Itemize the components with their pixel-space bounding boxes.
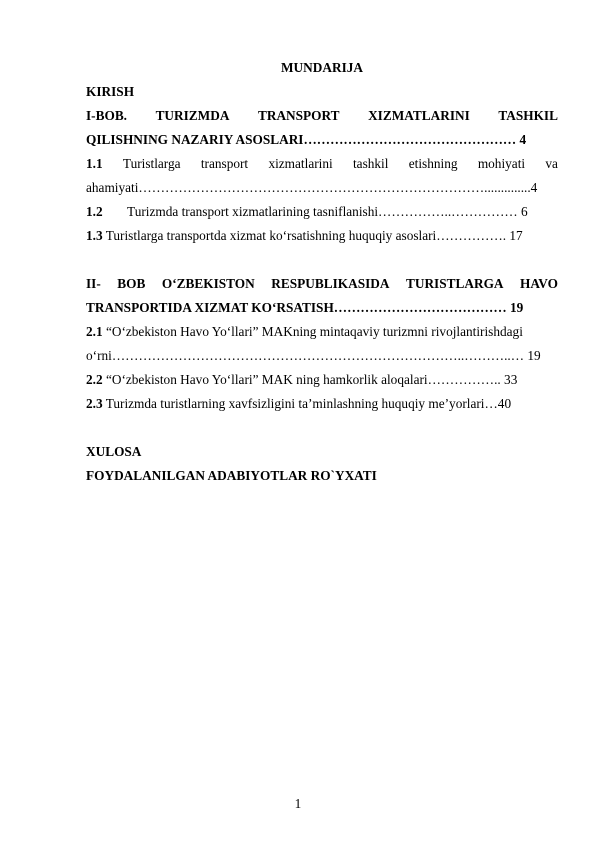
word: BOB — [117, 276, 146, 291]
word: II- — [86, 276, 101, 291]
toc-section-1-1-line2: ahamiyati……………………………………………………………………..............4 — [86, 180, 538, 195]
word: xizmatlarini — [268, 156, 333, 171]
toc-chapter2-line2: TRANSPORTIDA XIZMAT KOʻRSATISH………………………………… 19 — [86, 300, 524, 315]
section-number: 1.1 — [86, 156, 103, 171]
section-title: “Oʻzbekiston Havo Yoʻllari” MAKning mintaqaviy turizmni rivojlantirishdagi — [105, 324, 523, 339]
toc-section-1-1-line1 — [86, 156, 558, 172]
word: TURIZMDA — [155, 108, 230, 123]
word: Turistlarga — [122, 156, 181, 171]
word: XIZMATLARINI — [368, 108, 470, 123]
word: TASHKIL — [498, 108, 558, 123]
word: transport — [200, 156, 249, 171]
toc-section-2-1-line1 — [86, 324, 558, 340]
toc-section-1-2 — [86, 204, 558, 220]
section-number: 1.3 — [86, 228, 103, 243]
word: tashkil — [352, 156, 389, 171]
section-number: 1.2 — [86, 204, 103, 219]
toc-chapter1-line2: QILISHNING NAZARIY ASOSLARI………………………………………… 4 — [86, 132, 527, 147]
word: TRANSPORT — [257, 108, 340, 123]
page-title: MUNDARIJA — [281, 60, 363, 75]
word: I-BOB. — [86, 108, 128, 123]
section-title: “Oʻzbekiston Havo Yoʻllari” MAK ning hamkorlik aloqalari…………….. 33 — [105, 372, 518, 387]
toc-xulosa: XULOSA — [86, 444, 142, 459]
word: va — [545, 156, 558, 171]
word: RESPUBLIKASIDA — [271, 276, 390, 291]
section-title: Turistlarga transportda xizmat koʻrsatishning huquqiy asoslari……………. 17 — [105, 228, 523, 243]
toc-section-2-2 — [86, 372, 558, 388]
word: TURISTLARGA — [405, 276, 504, 291]
section-number: 2.3 — [86, 396, 103, 411]
section-number: 2.2 — [86, 372, 103, 387]
toc-chapter2-line1 — [86, 276, 558, 292]
word: etishning — [408, 156, 458, 171]
section-number: 2.1 — [86, 324, 103, 339]
toc-chapter1-line1 — [86, 108, 558, 124]
toc-kirish: KIRISH — [86, 84, 135, 99]
page-number: 1 — [294, 796, 302, 811]
section-title: Turizmda turistlarning xavfsizligini ta’minlashning huquqiy me’yorlari…40 — [105, 396, 512, 411]
word: HAVO — [520, 276, 558, 291]
word: OʻZBEKISTON — [161, 276, 255, 291]
toc-section-1-3 — [86, 228, 558, 244]
word: mohiyati — [477, 156, 526, 171]
toc-section-2-1-line2: oʻrni……………………………………………………………………..………..… 19 — [86, 348, 541, 363]
toc-section-2-3 — [86, 396, 558, 412]
toc-adabiyotlar: FOYDALANILGAN ADABIYOTLAR RO`YXATI — [86, 468, 377, 483]
section-title: Turizmda transport xizmatlarining tasniflanishi……………..…………… 6 — [127, 204, 528, 219]
